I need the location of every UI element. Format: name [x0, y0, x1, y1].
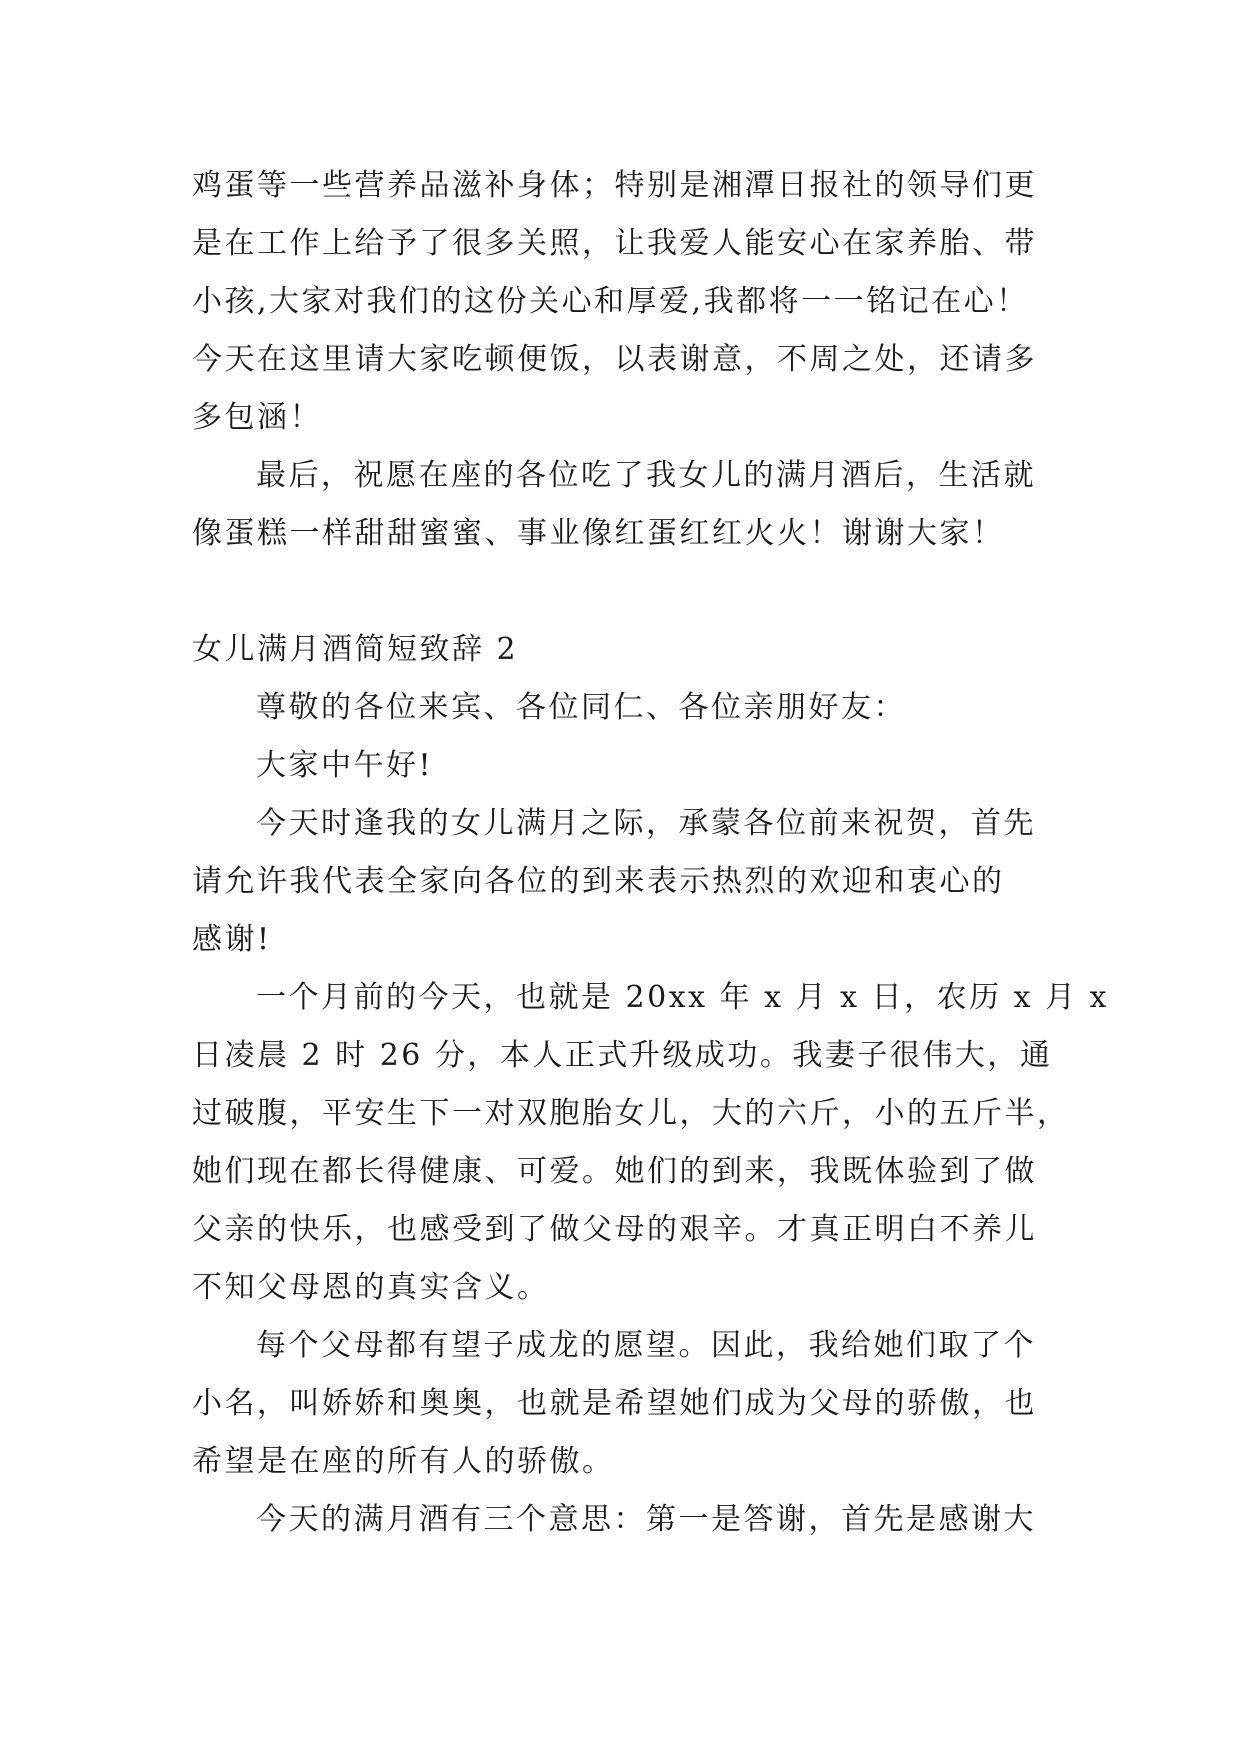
text-line: 今天在这里请大家吃顿便饭，以表谢意，不周之处，还请多 — [192, 342, 1037, 377]
text-line: 今天时逢我的女儿满月之际，承蒙各位前来祝贺，首先 — [256, 806, 1036, 841]
text-line: 每个父母都有望子成龙的愿望。因此，我给她们取了个 — [256, 1328, 1036, 1363]
text-line: 小孩,大家对我们的这份关心和厚爱,我都将一一铭记在心！ — [192, 284, 1029, 319]
text-line: 希望是在座的所有人的骄傲。 — [192, 1444, 615, 1479]
body-paragraph — [192, 1317, 1052, 1491]
text-line: 是在工作上给予了很多关照，让我爱人能安心在家养胎、带 — [192, 226, 1037, 261]
section-1-paragraph — [192, 157, 1052, 447]
text-line: 小名，叫娇娇和奥奥，也就是希望她们成为父母的骄傲，也 — [192, 1386, 1037, 1421]
closing-paragraph — [192, 447, 1052, 563]
section-gap — [192, 563, 1052, 621]
text-line: 多包涵！ — [192, 400, 322, 435]
greeting: 大家中午好! — [256, 748, 434, 783]
body-paragraph — [192, 1491, 1052, 1549]
text-line: 最后，祝愿在座的各位吃了我女儿的满月酒后，生活就 — [256, 458, 1036, 493]
text-line: 她们现在都长得健康、可爱。她们的到来，我既体验到了做 — [192, 1154, 1037, 1189]
text-line: 一个月前的今天，也就是 20xx 年 x 月 x 日，农历 x 月 x — [256, 980, 1110, 1015]
document-page — [192, 157, 1110, 1549]
text-line: 像蛋糕一样甜甜蜜蜜、事业像红蛋红红火火！谢谢大家！ — [192, 516, 1005, 551]
text-line: 过破腹，平安生下一对双胞胎女儿，大的六斤，小的五斤半， — [192, 1096, 1070, 1131]
body-paragraph — [192, 795, 1052, 969]
salutation: 尊敬的各位来宾、各位同仁、各位亲朋好友： — [256, 690, 906, 725]
text-line: 请允许我代表全家向各位的到来表示热烈的欢迎和衷心的 — [192, 864, 1005, 899]
text-line: 不知父母恩的真实含义。 — [192, 1270, 550, 1305]
section-title: 女儿满月酒简短致辞 2 — [192, 632, 519, 667]
text-line: 父亲的快乐，也感受到了做父母的艰辛。才真正明白不养儿 — [192, 1212, 1037, 1247]
text-line: 鸡蛋等一些营养品滋补身体；特别是湘潭日报社的领导们更 — [192, 168, 1037, 203]
text-line: 感谢! — [192, 922, 272, 957]
text-line: 日凌晨 2 时 26 分，本人正式升级成功。我妻子很伟大，通 — [192, 1038, 1053, 1073]
text-line: 今天的满月酒有三个意思：第一是答谢，首先是感谢大 — [256, 1502, 1036, 1537]
body-paragraph — [192, 969, 1110, 1317]
